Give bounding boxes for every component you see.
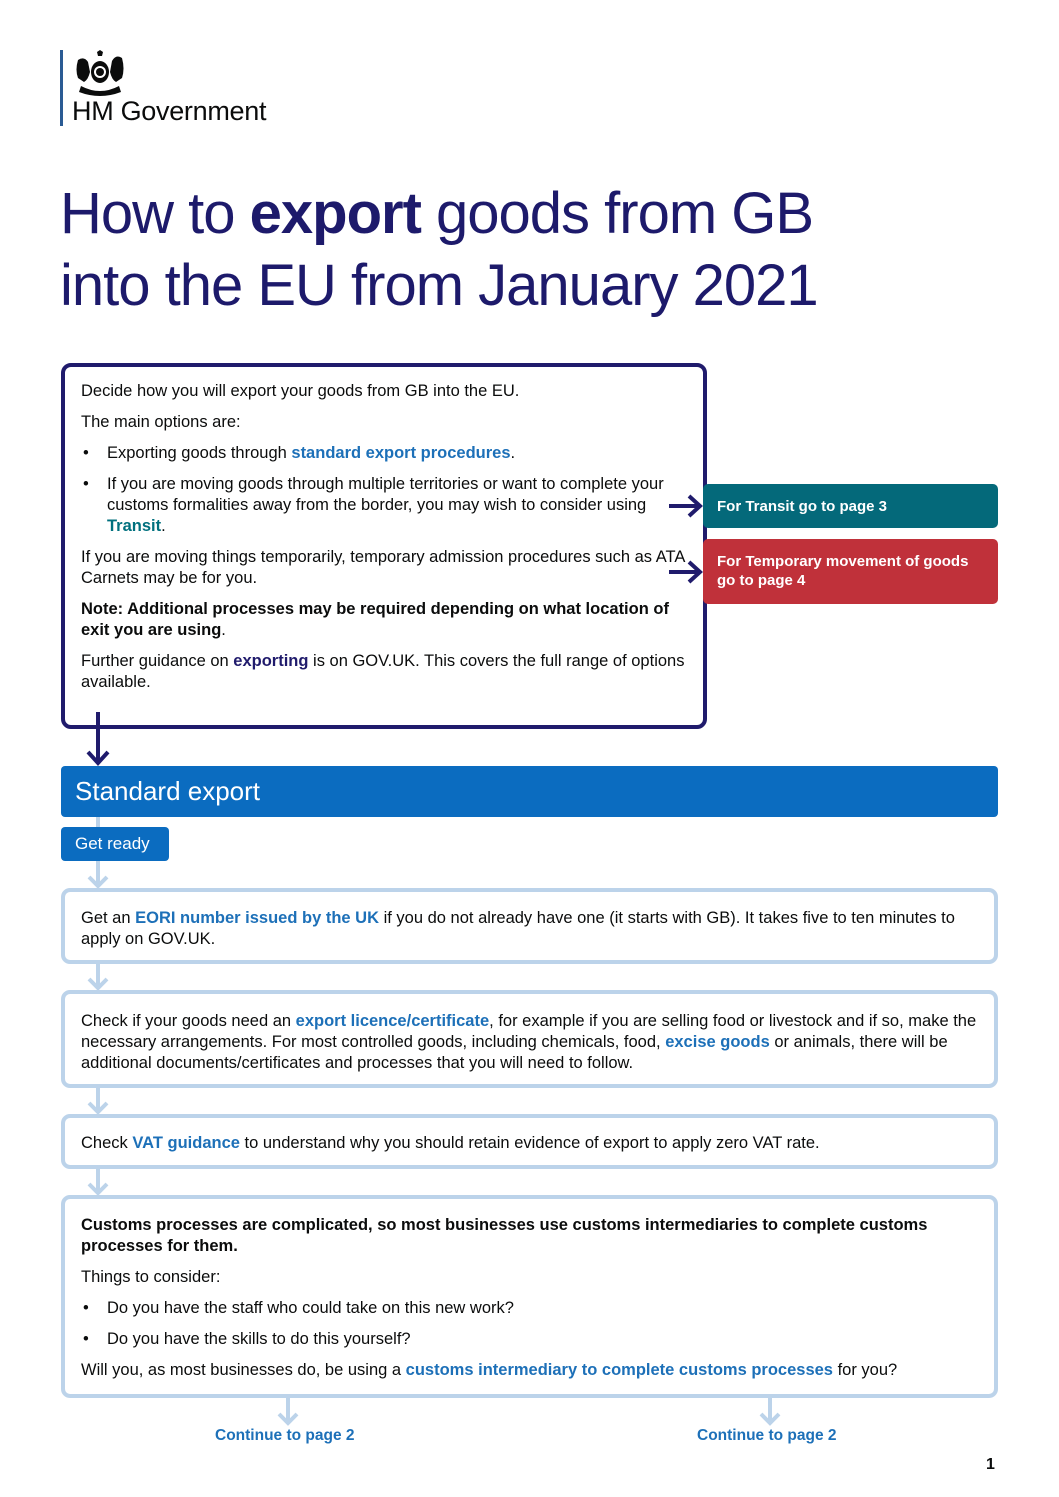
option-text: If you are moving goods through multiple territories or want to complete your customs formalities away from the border, you may wish to consider using (107, 475, 664, 514)
step-export-licence (61, 990, 998, 1088)
title-text: How to (60, 181, 250, 246)
decision-intro: Decide how you will export your goods from GB into the EU. (81, 382, 520, 400)
options-list (81, 443, 687, 537)
consider-item: • Do you have the skills to do this yourself? (81, 1329, 978, 1350)
option-transit (81, 474, 687, 537)
decision-box (61, 363, 707, 729)
step-vat (61, 1114, 998, 1169)
royal-coat-of-arms-icon (73, 50, 127, 96)
excise-goods-link[interactable]: excise goods (665, 1033, 770, 1051)
step-text: , for example if you are selling food or livestock and if so, make the necessary arrangements. For most controlled goods, including chemicals, food, (81, 1012, 977, 1051)
title-text: goods from GB (420, 181, 814, 246)
consider-item: • Do you have the staff who could take on this new work? (81, 1298, 978, 1319)
get-ready-stage-tag: Get ready (61, 827, 169, 861)
temporary-admission-text: If you are moving things temporarily, temporary admission procedures such as ATA Carnets may be for you. (81, 548, 685, 587)
arrow-down-icon (276, 1398, 300, 1426)
consider-list (81, 1298, 978, 1350)
continue-to-page-2-link-left[interactable]: Continue to page 2 (215, 1427, 355, 1444)
step-text: to understand why you should retain evidence of export to apply zero VAT rate. (239, 1134, 820, 1152)
step-text: or animals, there will be additional documents/certificates and processes that you will need to follow. (81, 1033, 948, 1072)
arrow-down-icon (758, 1398, 782, 1426)
option-text: Exporting goods through (107, 444, 292, 462)
arrow-down-icon (86, 1087, 110, 1115)
customs-bold-text (81, 1215, 978, 1257)
step-eori (61, 888, 998, 964)
note-text (81, 599, 687, 641)
continue-to-page-2-link-right[interactable]: Continue to page 2 (697, 1427, 837, 1444)
further-prefix: Further guidance on (81, 652, 234, 670)
further-guidance-text (81, 651, 687, 693)
step-text: Check (81, 1134, 133, 1152)
transit-callout-button[interactable]: For Transit go to page 3 (703, 484, 998, 528)
arrow-down-icon (86, 861, 110, 889)
arrow-down-icon (86, 963, 110, 991)
callout-arrows (669, 490, 705, 590)
page-title (60, 178, 960, 322)
intermediary-question (81, 1360, 978, 1381)
customs-intermediary-link[interactable]: customs intermediary to complete customs processes (405, 1361, 833, 1379)
option-standard-export (81, 443, 687, 464)
customs-bold: Customs processes are complicated, so most businesses use customs intermediaries to complete customs processes for them. (81, 1216, 928, 1255)
options-heading: The main options are: (81, 413, 241, 431)
step-text: Check if your goods need an (81, 1012, 296, 1030)
eori-number-link[interactable]: EORI number issued by the UK (135, 909, 379, 927)
page-number: 1 (986, 1456, 995, 1473)
title-text-line2: into the EU from January 2021 (60, 253, 818, 318)
option-text: . (510, 444, 516, 462)
arrow-down-icon (84, 712, 112, 768)
title-bold-word: export (249, 181, 421, 246)
export-licence-link[interactable]: export licence/certificate (295, 1012, 490, 1030)
step-text: if you do not already have one (it starts with GB). It takes five to ten minutes to apply on GOV.UK. (81, 909, 955, 948)
consider-heading: Things to consider: (81, 1268, 221, 1286)
temporary-movement-callout-button[interactable]: For Temporary movement of goods go to page 4 (703, 539, 998, 604)
exporting-link[interactable]: exporting (233, 652, 309, 670)
arrow-down-icon (86, 1168, 110, 1196)
note-bold: Note: Additional processes may be required depending on what location of exit you are using (81, 600, 669, 639)
logo-divider-bar (60, 50, 63, 126)
question-text: for you? (833, 1361, 898, 1379)
hm-government-wordmark: HM Government (72, 96, 267, 126)
vat-guidance-link[interactable]: VAT guidance (132, 1134, 240, 1152)
note-suffix: . (221, 621, 226, 639)
standard-export-procedures-link[interactable]: standard export procedures (291, 444, 511, 462)
further-suffix: is on GOV.UK. This covers the full range of options available. (81, 652, 685, 691)
transit-link[interactable]: Transit (107, 517, 162, 535)
step-customs-intermediary (61, 1195, 998, 1398)
step-text: Get an (81, 909, 136, 927)
option-text: . (161, 517, 166, 535)
question-text: Will you, as most businesses do, be using a (81, 1361, 406, 1379)
standard-export-heading: Standard export (61, 766, 998, 817)
